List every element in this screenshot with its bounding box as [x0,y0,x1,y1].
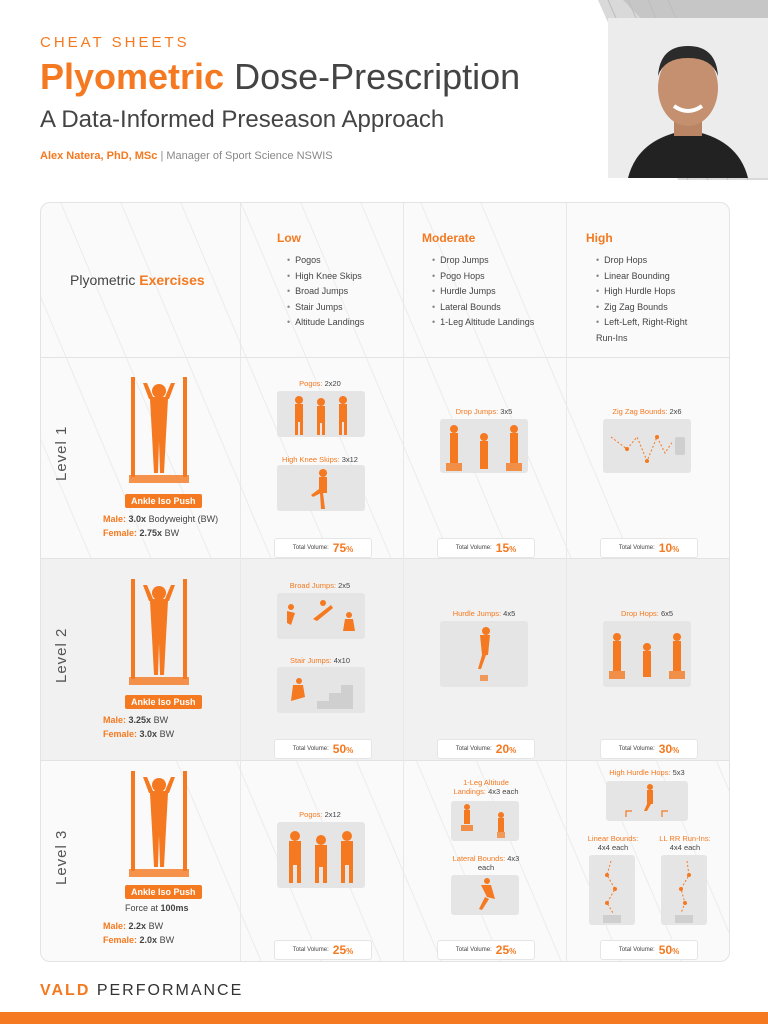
drill-sets: 3x12 [341,455,358,464]
drill-sets: 2x5 [338,581,351,590]
athlete-icon [129,375,189,485]
author-name: Alex Natera, PhD, MSc [40,150,158,162]
row-header-accent: Exercises [139,272,205,288]
total-volume [437,940,535,960]
drill-label [655,834,715,852]
male-unit: BW [153,715,169,725]
pogos-figures [277,822,365,888]
drill-image [277,593,365,639]
drill-label [434,609,534,618]
drill-name: Drop Hops: [620,609,659,618]
female-stat [103,526,233,540]
drill-name: Pogos: [299,810,323,819]
list-item: • High Knee Skips [287,269,407,285]
drill-image [277,822,365,888]
drill-sets: 5x3 [672,768,685,777]
drill-sets: 2x12 [324,810,341,819]
tv-label: Total Volume: [292,947,329,953]
female-label: Female: [103,729,138,739]
athlete-icon [129,577,189,687]
force-value: 100ms [160,903,189,913]
drill-image [606,781,688,821]
divider [41,357,729,358]
drill-sets: 4x4 each [669,843,701,852]
tv-label: Total Volume: [292,545,329,551]
female-unit: BW [159,729,175,739]
drill-image [451,801,519,841]
drill-image [589,855,635,925]
drill-label [597,768,697,777]
drill-label [446,854,526,872]
drill-label [446,778,526,796]
male-stat [103,919,233,933]
divider [41,558,729,559]
tv-label: Total Volume: [618,545,655,551]
drill-label [270,656,370,665]
ankle-iso-push-badge: Ankle Iso Push [125,885,202,899]
drill-sets: 4x3 each [488,787,519,796]
male-unit: Bodyweight (BW) [148,514,219,524]
drill-sets: 4x10 [333,656,351,665]
drill-sets: 4x3 each [477,854,520,872]
drill-image [440,621,528,687]
list-item: • Linear Bounding [596,269,706,285]
male-value: 2.2x [128,921,147,931]
drill-name: LL RR Run-Ins: [659,834,711,843]
drill-sets: 3x5 [500,407,513,416]
drill-sets: 4x4 each [597,843,629,852]
ankle-iso-push-badge: Ankle Iso Push [125,695,202,709]
drill-sets: 2x20 [324,379,341,388]
tv-label: Total Volume: [292,746,329,752]
drill-image [277,465,365,511]
force-stat [125,901,235,915]
female-unit: BW [164,528,180,538]
zig-zag-diagram [603,419,691,473]
drill-image [661,855,707,925]
tv-value: 50% [332,742,354,756]
drop-hop-figures [603,621,691,687]
moderate-exercise-list [422,253,572,331]
drill-sets: 2x6 [669,407,682,416]
male-value: 3.0x [128,514,147,524]
total-volume [600,538,698,558]
drill-name: Zig Zag Bounds: [612,407,668,416]
tv-value: 30% [658,742,680,756]
linear-bounds-diagram [589,855,635,925]
level-1-stats [103,512,233,540]
footer-bar [0,1012,768,1024]
tv-label: Total Volume: [455,746,492,752]
drill-name: Lateral Bounds: [452,854,506,863]
row-header-prefix: Plyometric [70,272,136,288]
list-item: • Altitude Landings [287,315,407,331]
drill-name: Stair Jumps: [289,656,332,665]
female-label: Female: [103,528,138,538]
female-value: 2.0x [139,935,158,945]
lateral-bound-figure [451,875,519,915]
level-3-stats [125,901,235,915]
drill-name: Broad Jumps: [289,581,337,590]
drill-label [270,581,370,590]
list-item: • Drop Jumps [432,253,572,269]
level-1-label: Level 1 [53,425,70,481]
skip-figure [277,465,365,511]
run-ins-diagram [661,855,707,925]
divider [240,203,241,961]
male-label: Male: [103,715,127,725]
tv-value: 75% [332,541,354,555]
ankle-iso-push-badge: Ankle Iso Push [125,494,202,508]
row-header-label [70,272,205,288]
brand-mark: VALD [40,982,91,999]
level-3-stats [103,919,233,947]
drill-name: 1-Leg Altitude Landings: [453,778,509,796]
male-stat [103,713,233,727]
tv-label: Total Volume: [455,545,492,551]
list-item: • 1-Leg Altitude Landings [432,315,572,331]
male-value: 3.25x [128,715,152,725]
hurdle-hop-figure [606,781,688,821]
tv-label: Total Volume: [618,746,655,752]
female-label: Female: [103,935,138,945]
tv-label: Total Volume: [618,947,655,953]
male-stat [103,512,233,526]
female-unit: BW [159,935,175,945]
drill-name: Drop Jumps: [455,407,499,416]
tv-value: 50% [658,943,680,957]
list-item: • Hurdle Jumps [432,284,572,300]
level-3-label: Level 3 [53,829,70,885]
prescription-table [40,202,730,962]
total-volume [600,940,698,960]
tv-value: 10% [658,541,680,555]
tv-value: 20% [495,742,517,756]
tv-label: Total Volume: [455,947,492,953]
drill-image [277,667,365,713]
tv-value: 25% [332,943,354,957]
low-exercise-list [277,253,407,331]
column-low-header: Low [277,231,301,245]
force-label: Force at [125,903,159,913]
male-unit: BW [148,921,164,931]
broad-jump-figures [277,593,365,639]
athlete-icon [129,769,189,879]
drill-label [583,834,643,852]
drill-label [597,407,697,416]
drill-name: High Hurdle Hops: [609,768,671,777]
altitude-landing-figures [451,801,519,841]
drop-jump-figures [440,419,528,473]
male-label: Male: [103,514,127,524]
female-stat [103,933,233,947]
female-value: 3.0x [139,729,158,739]
drill-image [603,621,691,687]
kicker: CHEAT SHEETS [40,34,190,51]
drill-label [434,407,534,416]
total-volume [274,739,372,759]
drill-sets: 6x5 [660,609,674,618]
column-moderate-header: Moderate [422,231,476,245]
drill-label [270,810,370,819]
drill-image [451,875,519,915]
female-value: 2.75x [139,528,163,538]
tv-value: 25% [495,943,517,957]
tv-value: 15% [495,541,517,555]
author-photo [608,18,768,178]
drill-image [440,419,528,473]
list-item: • Drop Hops [596,253,706,269]
drill-label [270,455,370,464]
stair-jump-figure [277,667,365,713]
total-volume [600,739,698,759]
vald-performance-logo [40,982,243,1000]
male-label: Male: [103,921,127,931]
column-high-header: High [586,231,613,245]
list-item: • Stair Jumps [287,300,407,316]
drill-name: Linear Bounds: [587,834,639,843]
pogos-figures [277,391,365,437]
subtitle: A Data-Informed Preseason Approach [40,106,445,133]
drill-sets: 4x5 [503,609,516,618]
page-title [40,56,520,98]
list-item: • High Hurdle Hops [596,284,706,300]
drill-label [597,609,697,618]
list-item: • Pogo Hops [432,269,572,285]
drill-image [277,391,365,437]
author-line [40,150,333,162]
total-volume [437,739,535,759]
list-item: • Left-Left, Right-Right Run-Ins [596,315,706,346]
title-rest: Dose-Prescription [234,56,521,97]
total-volume [274,538,372,558]
list-item: • Zig Zag Bounds [596,300,706,316]
list-item: • Lateral Bounds [432,300,572,316]
level-2-label: Level 2 [53,627,70,683]
total-volume [437,538,535,558]
drill-image [603,419,691,473]
drill-name: Pogos: [299,379,323,388]
high-exercise-list [586,253,706,346]
title-accent: Plyometric [40,56,225,97]
list-item: • Pogos [287,253,407,269]
level-2-stats [103,713,233,741]
list-item: • Broad Jumps [287,284,407,300]
drill-name: High Knee Skips: [282,455,340,464]
brand-rest: PERFORMANCE [96,982,244,999]
divider [41,760,729,761]
hurdle-jump-figure [440,621,528,687]
total-volume [274,940,372,960]
drill-name: Hurdle Jumps: [452,609,502,618]
female-stat [103,727,233,741]
drill-label [270,379,370,388]
author-role: | Manager of Sport Science NSWIS [160,150,333,162]
